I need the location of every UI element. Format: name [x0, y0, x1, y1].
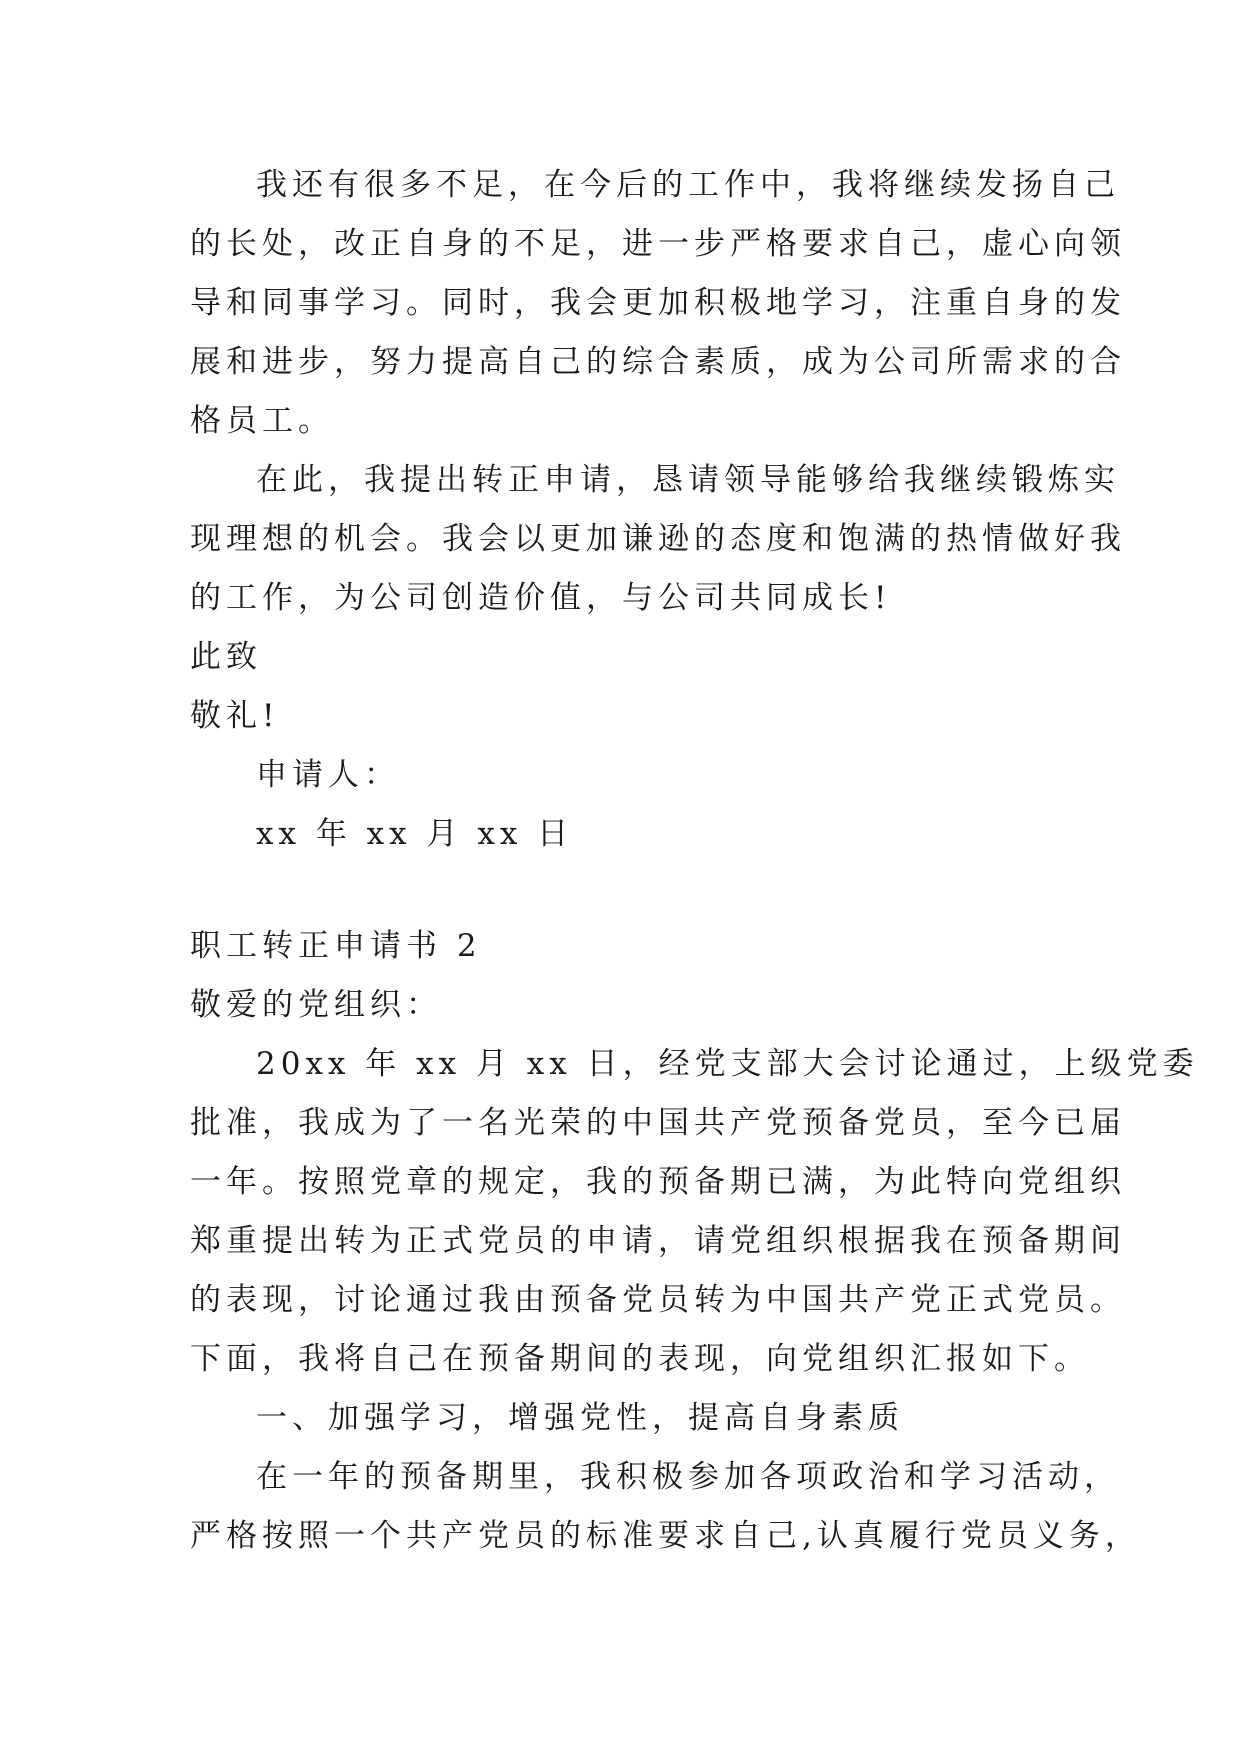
paragraph-line: 批准，我成为了一名光荣的中国共产党预备党员，至今已届	[190, 1105, 1126, 1141]
signature-label: 申请人：	[256, 757, 400, 793]
paragraph-line: 的长处，改正自身的不足，进一步严格要求自己，虚心向领	[190, 226, 1126, 262]
paragraph-line: 的工作，为公司创造价值，与公司共同成长!	[190, 580, 892, 616]
paragraph-line: 格员工。	[190, 403, 334, 439]
closing-line: 敬礼!	[190, 698, 280, 734]
closing-line: 此致	[190, 639, 262, 675]
paragraph-line: 我还有很多不足，在今后的工作中，我将继续发扬自己	[256, 167, 1120, 203]
section-title: 职工转正申请书 2	[190, 928, 482, 964]
paragraph-line: 在一年的预备期里，我积极参加各项政治和学习活动，	[256, 1459, 1120, 1495]
paragraph-line: 导和同事学习。同时，我会更加积极地学习，注重自身的发	[190, 285, 1126, 321]
date-line: xx 年 xx 月 xx 日	[256, 816, 574, 852]
paragraph-line: 下面，我将自己在预备期间的表现，向党组织汇报如下。	[190, 1341, 1090, 1377]
paragraph-line: 现理想的机会。我会以更加谦逊的态度和饱满的热情做好我	[190, 521, 1126, 557]
paragraph-line: 一年。按照党章的规定，我的预备期已满，为此特向党组织	[190, 1164, 1126, 1200]
salutation: 敬爱的党组织：	[190, 987, 442, 1023]
paragraph-line: 郑重提出转为正式党员的申请，请党组织根据我在预备期间	[190, 1223, 1126, 1259]
paragraph-line: 严格按照一个共产党员的标准要求自己,认真履行党员义务，	[190, 1518, 1141, 1554]
subheading: 一、加强学习，增强党性，提高自身素质	[256, 1400, 904, 1436]
paragraph-line: 在此，我提出转正申请，恳请领导能够给我继续锻炼实	[256, 462, 1120, 498]
paragraph-line: 展和进步，努力提高自己的综合素质，成为公司所需求的合	[190, 344, 1126, 380]
paragraph-line: 的表现，讨论通过我由预备党员转为中国共产党正式党员。	[190, 1282, 1126, 1318]
paragraph-line: 20xx 年 xx 月 xx 日，经党支部大会讨论通过，上级党委	[256, 1046, 1199, 1082]
